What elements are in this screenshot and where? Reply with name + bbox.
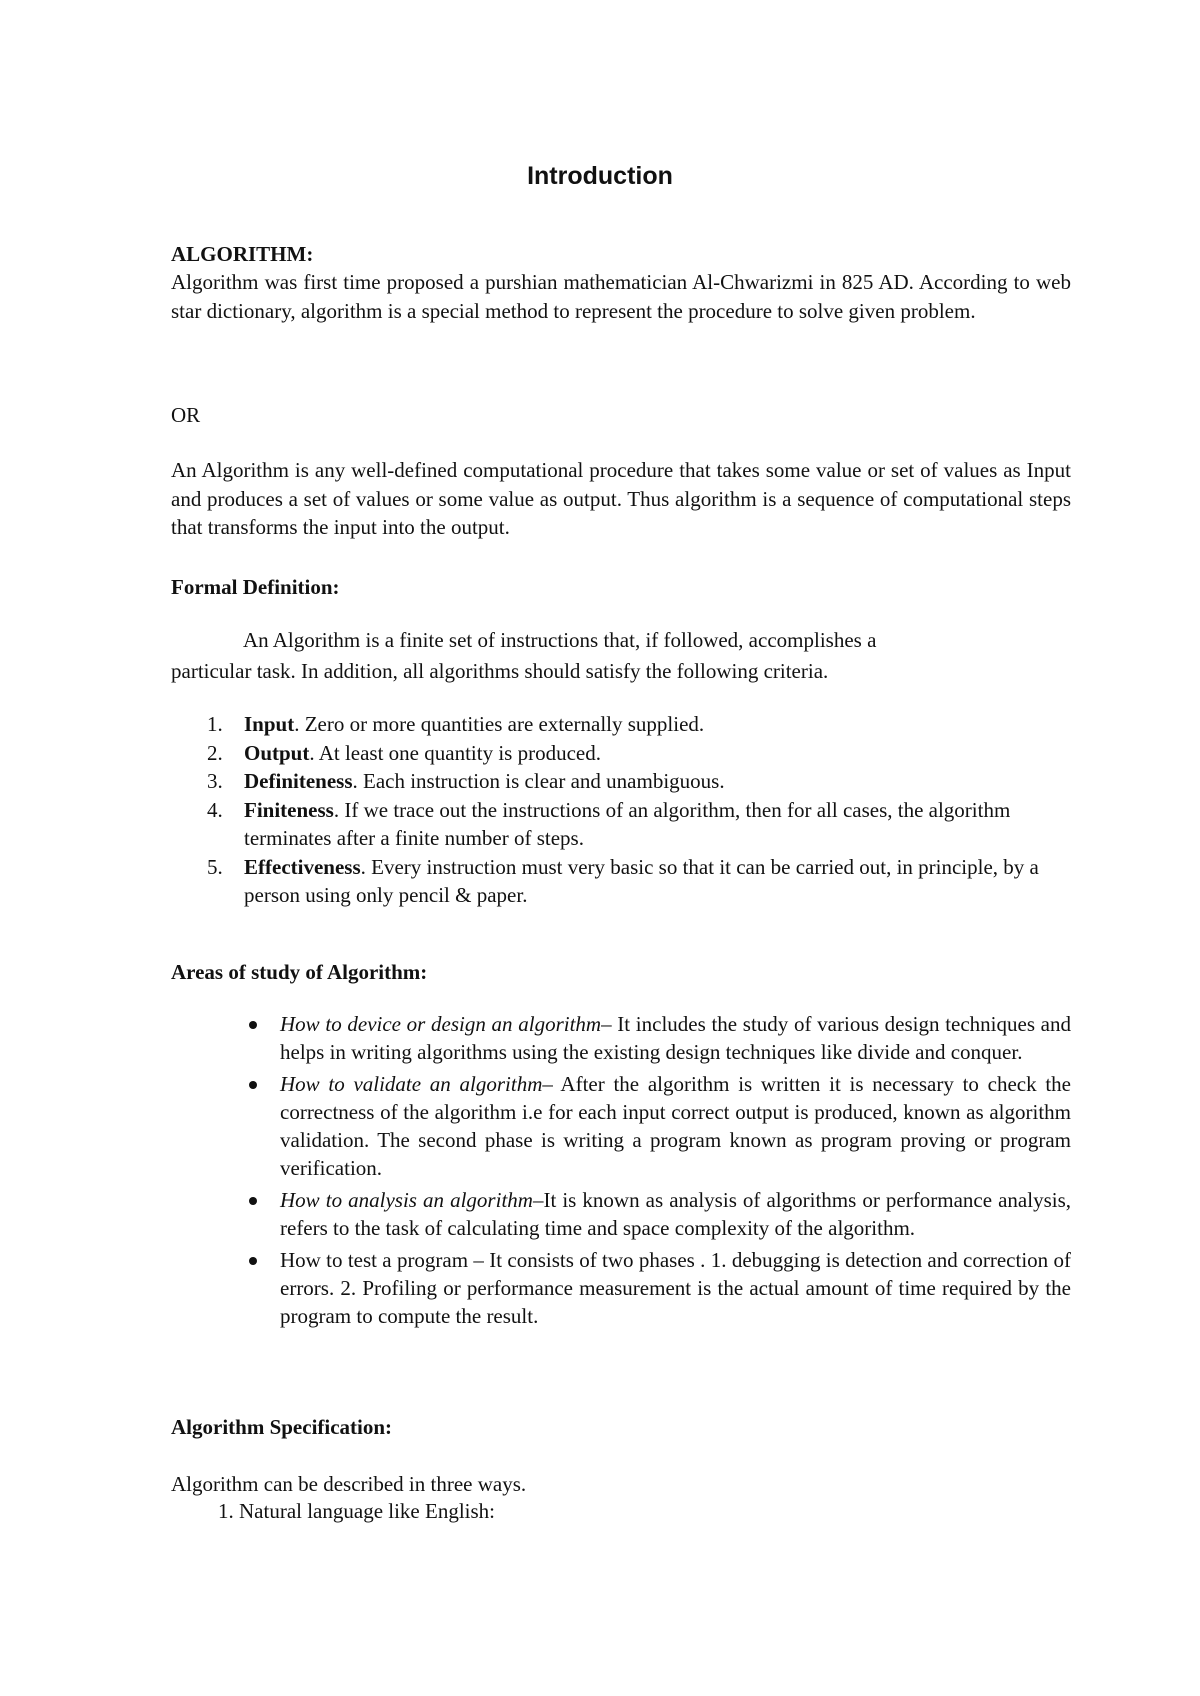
- criteria-number: 1.: [207, 712, 223, 736]
- area-text: – After the algorithm is written it is necessary to check the correctness of the algorithm i.e for each input correct output is produced, known as algorithm validation. The second phase is writing a program known as program proving or program verification.: [280, 1072, 1071, 1180]
- formal-definition-line-1: An Algorithm is a finite set of instructions that, if followed, accomplishes a: [243, 628, 877, 652]
- specification-intro: Algorithm can be described in three ways.: [171, 1472, 527, 1496]
- formal-definition-heading: Formal Definition:: [171, 575, 340, 599]
- area-lead: How to validate an algorithm: [280, 1072, 543, 1096]
- criteria-number: 3.: [207, 769, 223, 793]
- areas-heading: Areas of study of Algorithm:: [171, 960, 428, 984]
- list-item: [171, 1010, 1071, 1066]
- algorithm-paragraph-2: An Algorithm is any well-defined computational procedure that takes some value or set of values as Input and produces a set of values or some value as output. Thus algorithm is a sequence of computational steps that transforms the input into the output.: [171, 458, 1071, 539]
- list-item: [171, 1246, 1071, 1330]
- area-lead: How to device or design an algorithm: [280, 1012, 602, 1036]
- criteria-number: 4.: [207, 797, 223, 822]
- formal-definition-line-2: particular task. In addition, all algorithms should satisfy the following criteria.: [171, 659, 829, 683]
- areas-list: [171, 1010, 1071, 1334]
- list-item: [171, 796, 1071, 853]
- criteria-number: 5.: [207, 854, 223, 879]
- list-item: [171, 1186, 1071, 1242]
- list-item: [171, 853, 1071, 910]
- bullet-icon: [249, 1081, 257, 1089]
- list-item: [171, 710, 1071, 739]
- algorithm-specification-heading: Algorithm Specification:: [171, 1415, 393, 1439]
- criteria-term: Definiteness: [244, 769, 353, 793]
- list-item: [171, 739, 1071, 768]
- bullet-icon: [249, 1257, 257, 1265]
- algorithm-paragraph-1: Algorithm was first time proposed a purshian mathematician Al-Chwarizmi in 825 AD. According to web star dictionary, algorithm is a special method to represent the procedure to solve given problem.: [171, 270, 1071, 323]
- list-item: [171, 1070, 1071, 1182]
- criteria-text: . If we trace out the instructions of an algorithm, then for all cases, the algorithm terminates after a finite number of steps.: [244, 797, 1011, 850]
- algorithm-section: [171, 240, 1071, 325]
- algorithm-heading: ALGORITHM:: [171, 242, 314, 266]
- or-text: OR: [171, 403, 201, 427]
- list-item: [171, 767, 1071, 796]
- criteria-text: . Each instruction is clear and unambiguous.: [352, 769, 725, 793]
- page-title: Introduction: [527, 162, 673, 190]
- specification-item-1: 1. Natural language like English:: [218, 1499, 496, 1523]
- area-text: How to test a program – It consists of two phases . 1. debugging is detection and correction of errors. 2. Profiling or performance measurement is the actual amount of time required by the program to compute the result.: [280, 1248, 1071, 1328]
- criteria-text: . At least one quantity is produced.: [309, 740, 601, 765]
- area-text: – It includes the study of various design techniques and helps in writing algorithms using the existing design techniques like divide and conquer.: [280, 1012, 1072, 1064]
- criteria-term: Finiteness: [244, 797, 334, 822]
- bullet-icon: [249, 1021, 257, 1029]
- area-lead: How to analysis an algorithm: [280, 1188, 533, 1212]
- criteria-term: Input: [244, 712, 295, 736]
- area-text: –It is known as analysis of algorithms or performance analysis, refers to the task of calculating time and space complexity of the algorithm.: [280, 1188, 1071, 1240]
- criteria-list: [171, 710, 1071, 910]
- criteria-term: Effectiveness: [244, 854, 361, 879]
- criteria-number: 2.: [207, 740, 223, 765]
- criteria-term: Output: [244, 740, 310, 765]
- bullet-icon: [249, 1197, 257, 1205]
- criteria-text: . Every instruction must very basic so that it can be carried out, in principle, by a person using only pencil & paper.: [244, 854, 1039, 907]
- criteria-text: . Zero or more quantities are externally supplied.: [294, 712, 705, 736]
